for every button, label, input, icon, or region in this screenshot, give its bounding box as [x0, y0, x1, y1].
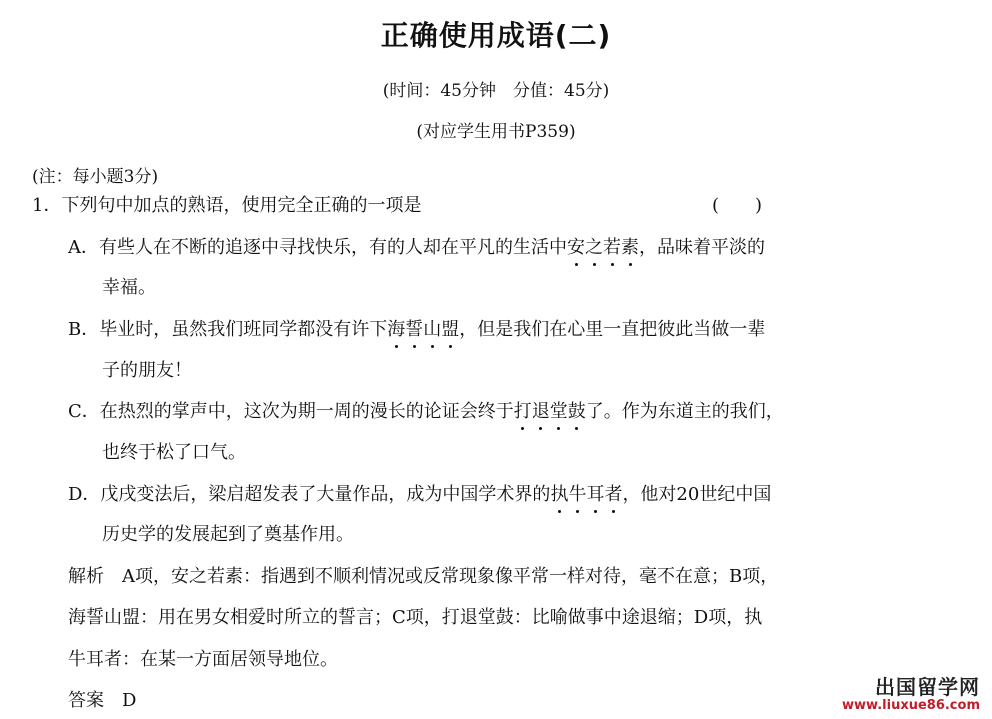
option-a-text-post: ，品味着平淡的 [639, 237, 765, 258]
analysis-line2: 海誓山盟：用在男女相爱时所立的誓言；C项，打退堂鼓：比喻做事中途退缩；D项，执 [68, 607, 763, 628]
reference-info: (对应学生用书P359) [416, 122, 576, 142]
option-d-line1 [68, 480, 771, 506]
option-a-line2: 幸福。 [102, 277, 156, 298]
dotted-char: 山 [423, 315, 441, 341]
watermark-url: www.liuxue86.com [842, 698, 980, 713]
answer-line: 答案 D [68, 690, 137, 711]
option-c-text-pre: C．在热烈的掌声中，这次为期一周的漫长的论证会终于 [68, 401, 514, 422]
option-d-line2: 历史学的发展起到了奠基作用。 [102, 524, 354, 545]
question-stem: 1．下列句中加点的熟语，使用完全正确的一项是 [32, 195, 422, 216]
analysis-line3: 牛耳者：在某一方面居领导地位。 [68, 649, 338, 670]
time-info: (时间：45分钟 分值：45分) [382, 81, 610, 101]
answer-paren: ( ) [712, 195, 763, 216]
option-b-text-post: ，但是我们在心里一直把彼此当做一辈 [459, 319, 766, 340]
dotted-char: 安 [567, 233, 585, 259]
page-title: 正确使用成语(二) [380, 19, 612, 52]
option-d-text-post: ，他对20世纪中国 [622, 484, 772, 505]
option-b-line1 [68, 315, 765, 341]
analysis-line1: 解析 A项，安之若素：指遇到不顺利情况或反常现象像平常一样对待，毫不在意；B项， [68, 566, 779, 587]
option-a-text-pre: A．有些人在不断的追逐中寻找快乐，有的人却在平凡的生活中 [68, 237, 567, 258]
option-d-text-pre: D．戊戌变法后，梁启超发表了大量作品，成为中国学术界的 [68, 484, 551, 505]
option-c-line2: 也终于松了口气。 [102, 442, 246, 463]
dotted-char: 退 [532, 397, 550, 423]
option-b-line2: 子的朋友！ [102, 360, 192, 381]
site-watermark [842, 671, 980, 713]
dotted-char: 堂 [550, 397, 568, 423]
option-b-text-pre: B．毕业时，虽然我们班同学都没有许下 [68, 319, 388, 340]
dotted-char: 海 [387, 315, 405, 341]
option-a-line1 [68, 233, 765, 259]
dotted-char: 盟 [441, 315, 459, 341]
dotted-char: 执 [550, 480, 568, 506]
dotted-char: 之 [585, 233, 603, 259]
option-c-line1 [68, 397, 784, 423]
dotted-char: 者 [604, 480, 622, 506]
dotted-char: 打 [514, 397, 532, 423]
dotted-char: 鼓 [568, 397, 586, 423]
dotted-char: 耳 [586, 480, 604, 506]
dotted-char: 素 [621, 233, 639, 259]
score-note: (注：每小题3分) [32, 167, 159, 187]
dotted-char: 若 [603, 233, 621, 259]
watermark-name: 出国留学网 [875, 675, 980, 699]
dotted-char: 誓 [405, 315, 423, 341]
option-c-text-post: 了。作为东道主的我们， [585, 401, 784, 422]
dotted-char: 牛 [568, 480, 586, 506]
